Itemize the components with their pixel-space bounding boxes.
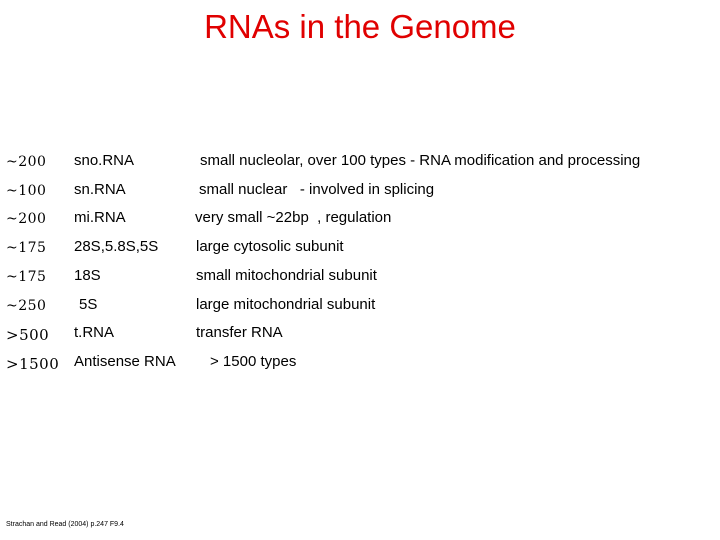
rna-row-snrna xyxy=(0,181,720,205)
rna-row-18s xyxy=(0,267,720,291)
row-rna-name: Antisense RNA xyxy=(74,353,176,370)
row-description: large cytosolic subunit xyxy=(196,238,344,255)
row-count: ~175 xyxy=(6,269,47,285)
row-description: transfer RNA xyxy=(196,324,283,341)
row-description: > 1500 types xyxy=(210,353,297,370)
rna-row-trna xyxy=(0,324,720,348)
row-description: small mitochondrial subunit xyxy=(196,267,377,284)
rna-row-mirna xyxy=(0,209,720,233)
source-citation: Strachan and Read (2004) p.247 F9.4 xyxy=(6,521,124,528)
slide-title: RNAs in the Genome xyxy=(204,8,516,45)
rna-row-cytosolic-rrna xyxy=(0,238,720,262)
row-rna-name: 5S xyxy=(79,296,98,313)
row-rna-name: 18S xyxy=(74,267,101,284)
row-rna-name: t.RNA xyxy=(74,324,115,341)
row-count: ~200 xyxy=(6,154,47,170)
row-rna-name: mi.RNA xyxy=(74,209,126,226)
rna-row-5s xyxy=(0,296,720,320)
row-count: >1500 xyxy=(6,355,60,373)
row-count: ~100 xyxy=(6,183,47,199)
row-count: ~175 xyxy=(6,240,47,256)
row-count: ~250 xyxy=(6,298,47,314)
row-rna-name: sno.RNA xyxy=(74,152,135,169)
row-rna-name: 28S,5.8S,5S xyxy=(74,238,159,255)
rna-row-snorna xyxy=(0,152,720,176)
row-description: very small ~22bp , regulation xyxy=(195,209,392,226)
row-rna-name: sn.RNA xyxy=(74,181,126,198)
row-description: small nuclear - involved in splicing xyxy=(199,181,435,198)
row-count: ~200 xyxy=(6,211,47,227)
row-count: >500 xyxy=(6,326,50,344)
row-description: large mitochondrial subunit xyxy=(196,296,376,313)
row-description: small nucleolar, over 100 types - RNA modification and processing xyxy=(200,152,641,169)
rna-row-antisense xyxy=(0,353,720,377)
